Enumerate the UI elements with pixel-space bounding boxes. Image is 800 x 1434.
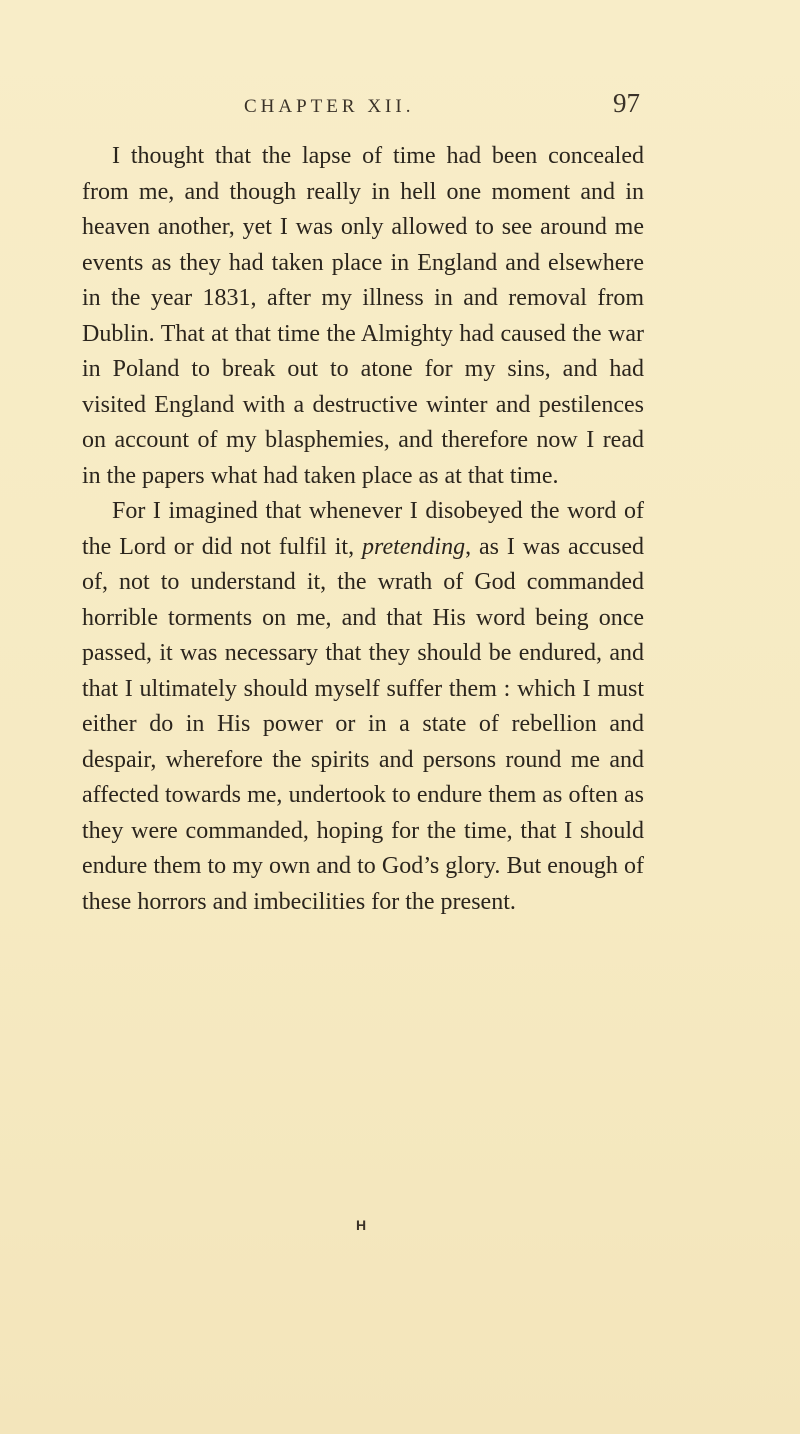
running-head — [0, 88, 800, 128]
paragraph-2 — [82, 494, 644, 920]
paragraph-2-text-end: , as I was accused of, not to understand it, the wrath of God commanded horrible torments on me, and that His word being once passed, it was necessary that they should be endured, and that I ultimately should myself suffer them : which I must either do in His power or in a state of rebellion and despair, wherefore the spirits and persons round me and affected towards me, undertook to endure them as often as they were commanded, hoping for the time, that I should endure them to my own and to God’s glory. But enough of these horrors and imbecilities for the present. — [82, 533, 644, 915]
page-number: 97 — [613, 88, 640, 118]
paragraph-2-text-start: For I imagined that whenever I disobeyed the word of the Lord or did not fulfil it, — [82, 498, 644, 560]
body-text — [82, 139, 644, 920]
italic-word: pretending — [362, 533, 466, 560]
chapter-heading: CHAPTER XII. — [244, 96, 415, 117]
signature-mark: H — [356, 1217, 367, 1233]
paragraph-1: I thought that the lapse of time had been concealed from me, and though really in hell one moment and in heaven another, yet I was only allowed to see around me events as they had taken place in England and elsewhere in the year 1831, after my illness in and removal from Dublin. That at that time the Almighty had caused the war in Poland to break out to atone for my sins, and had visited England with a destructive winter and pestilences on account of my blasphemies, and therefore now I read in the papers what had taken place as at that time. — [82, 143, 644, 489]
